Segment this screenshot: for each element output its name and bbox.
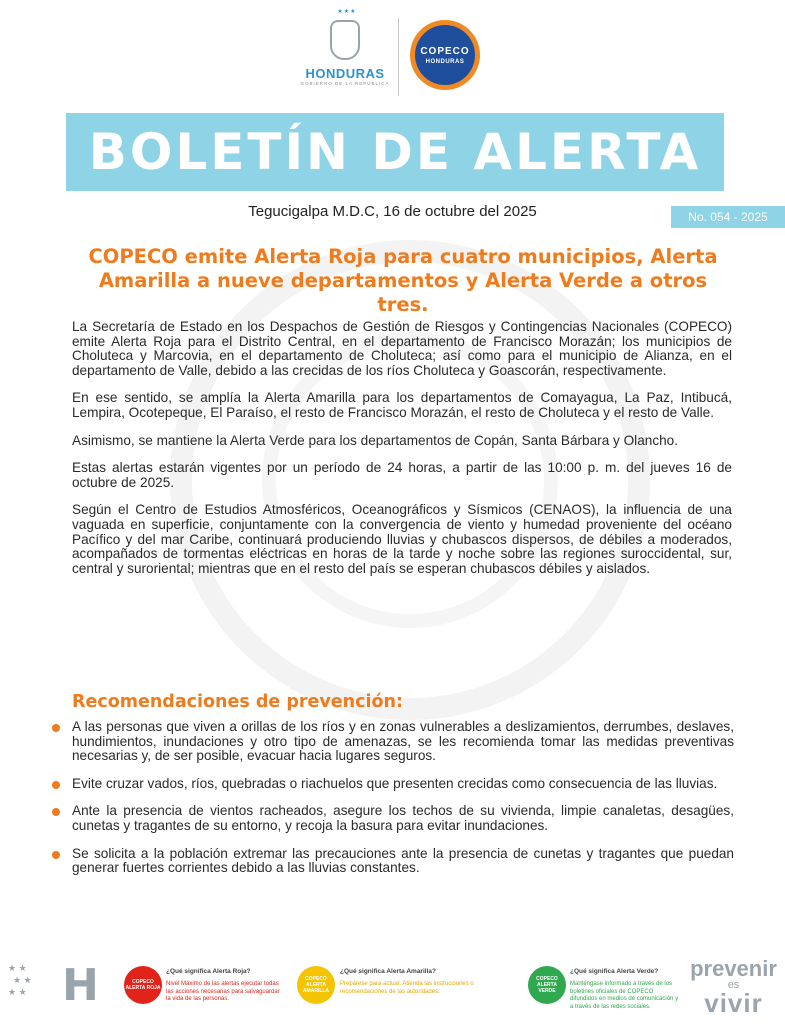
alerta-verde-badge-text: COPECO ALERTA VERDE bbox=[536, 976, 558, 994]
copeco-logo-top-text: COPECO bbox=[420, 45, 470, 57]
alerta-amarilla-title: ¿Qué significa Alerta Amarilla? bbox=[340, 968, 436, 975]
alerta-verde-description: Manténgase informado a través de los boletines oficiales de COPECO difundidos en medios de comunicación y a través de las redes sociales. bbox=[570, 981, 679, 1010]
alerta-amarilla-badge-text: COPECO ALERTA AMARILLA bbox=[302, 976, 330, 994]
copeco-logo bbox=[410, 20, 480, 90]
stars-icon: ★ ★ ★ ★ ★ ★ bbox=[8, 963, 32, 997]
bulletin-title: BOLETÍN DE ALERTA bbox=[88, 123, 702, 181]
alerta-roja-title: ¿Qué significa Alerta Roja? bbox=[166, 968, 251, 975]
headline: COPECO emite Alerta Roja para cuatro municipios, Alerta Amarilla a nueve departamentos y Alerta Verde a otros tres. bbox=[88, 245, 718, 316]
header-logos bbox=[0, 12, 785, 98]
recommendation-text: Evite cruzar vados, ríos, quebradas o riachuelos que presenten crecidas como consecuencia de las lluvias. bbox=[72, 775, 718, 791]
recommendation-item bbox=[52, 804, 734, 833]
bulletin-number-badge: No. 054 - 2025 bbox=[671, 206, 785, 228]
recommendation-text: A las personas que viven a orillas de los ríos y en zonas vulnerables a deslizamientos, derrumbes, deslaves, hundimientos, inundaciones y otro tipo de amenazas, se les recomienda tomar las medidas preventivas necesarias y, de ser posible, evacuar hacia lugares seguros. bbox=[72, 719, 734, 764]
alerta-roja-badge-text: COPECO ALERTA ROJA bbox=[125, 979, 161, 991]
recommendation-text: Se solicita a la población extremar las precauciones ante la presencia de cunetas y tragantes que puedan generar fuertes corrientes debido a las lluvias constantes. bbox=[72, 845, 734, 876]
honduras-government-logo bbox=[300, 12, 390, 98]
body-paragraph: Según el Centro de Estudios Atmosféricos, Oceanográficos y Sísmicos (CENAOS), la influencia de una vaguada en superficie, conjuntamente con la convergencia de viento y humedad proveniente del océano Pacífico y del mar Caribe, continuará produciendo lluvias y chubascos dispersos, de débiles a moderados, acompañados de tormentas eléctricas en horas de la tarde y noche sobre las regiones suroccidental, sur, central y suroriental; mientras que en el resto del país se esperan chubascos débiles y aislados. bbox=[72, 502, 732, 576]
bullet-dot-icon bbox=[52, 724, 60, 732]
bulletin-body bbox=[72, 320, 732, 589]
body-paragraph: En ese sentido, se amplía la Alerta Amarilla para los departamentos de Comayagua, La Paz, Intibucá, Lempira, Ocotepeque, El Paraíso, el resto de Francisco Morazán, el resto de Choluteca y el resto de Valle. bbox=[72, 390, 732, 420]
recommendations-title: Recomendaciones de prevención: bbox=[72, 692, 403, 712]
alerta-verde-title: ¿Qué significa Alerta Verde? bbox=[570, 968, 659, 975]
bullet-dot-icon bbox=[52, 851, 60, 859]
bullet-dot-icon bbox=[52, 781, 60, 789]
recommendation-item bbox=[52, 777, 734, 792]
recommendation-item bbox=[52, 847, 734, 876]
body-paragraph: Asimismo, se mantiene la Alerta Verde para los departamentos de Copán, Santa Bárbara y Olancho. bbox=[72, 432, 679, 448]
honduras-crest-icon bbox=[330, 20, 360, 60]
slogan-line-3: vivir bbox=[704, 988, 763, 1018]
prevenir-es-vivir-logo bbox=[686, 958, 781, 1016]
alerta-verde-badge-icon bbox=[528, 966, 566, 1004]
alerta-amarilla-badge-icon bbox=[297, 966, 335, 1004]
slogan-line-2: es bbox=[727, 979, 740, 991]
copeco-logo-bottom-text: HONDURAS bbox=[425, 58, 465, 65]
recommendation-text: Ante la presencia de vientos racheados, asegure los techos de su vivienda, limpie canaletas, desagües, cunetas y tragantes de su entorno, y recoja la basura para evitar inundaciones. bbox=[72, 803, 734, 833]
recommendations-list bbox=[52, 720, 734, 889]
body-paragraph: La Secretaría de Estado en los Despachos de Gestión de Riesgos y Contingencias Nacionales (COPECO) emite Alerta Roja para el Distrito Central, en el departamento de Francisco Morazán; los municipios de Choluteca y Marcovia, en el departamento de Choluteca; así como para el municipio de Alianza, en el departamento de Valle, debido a las crecidas de los ríos Choluteca y Goascorán, respectivamente. bbox=[72, 319, 732, 378]
header-divider bbox=[398, 18, 399, 96]
honduras-logo-subtitle: GOBIERNO DE LA REPÚBLICA bbox=[300, 81, 390, 86]
slogan-line-1: prevenir bbox=[690, 956, 777, 981]
alerta-roja-description: Nivel Máximo de las alertas ejecutar todas las acciones necesarias para salvaguardar la vida de las personas. bbox=[166, 981, 280, 1002]
bullet-dot-icon bbox=[52, 808, 60, 816]
footer bbox=[0, 950, 785, 1024]
title-banner bbox=[66, 113, 724, 191]
alerta-roja-badge-icon bbox=[124, 966, 162, 1004]
dateline: Tegucigalpa M.D.C, 16 de octubre del 2025 bbox=[248, 203, 537, 220]
body-paragraph: Estas alertas estarán vigentes por un período de 24 horas, a partir de las 10:00 p. m. del jueves 16 de octubre de 2025. bbox=[72, 460, 732, 490]
alerta-amarilla-description: Prepárese para actuar. Atienda las instrucciones o recomendaciones de las autoridades. bbox=[340, 981, 474, 995]
honduras-logo-name: HONDURAS bbox=[305, 66, 385, 81]
h-logo: H bbox=[62, 960, 99, 1011]
recommendation-item bbox=[52, 720, 734, 764]
